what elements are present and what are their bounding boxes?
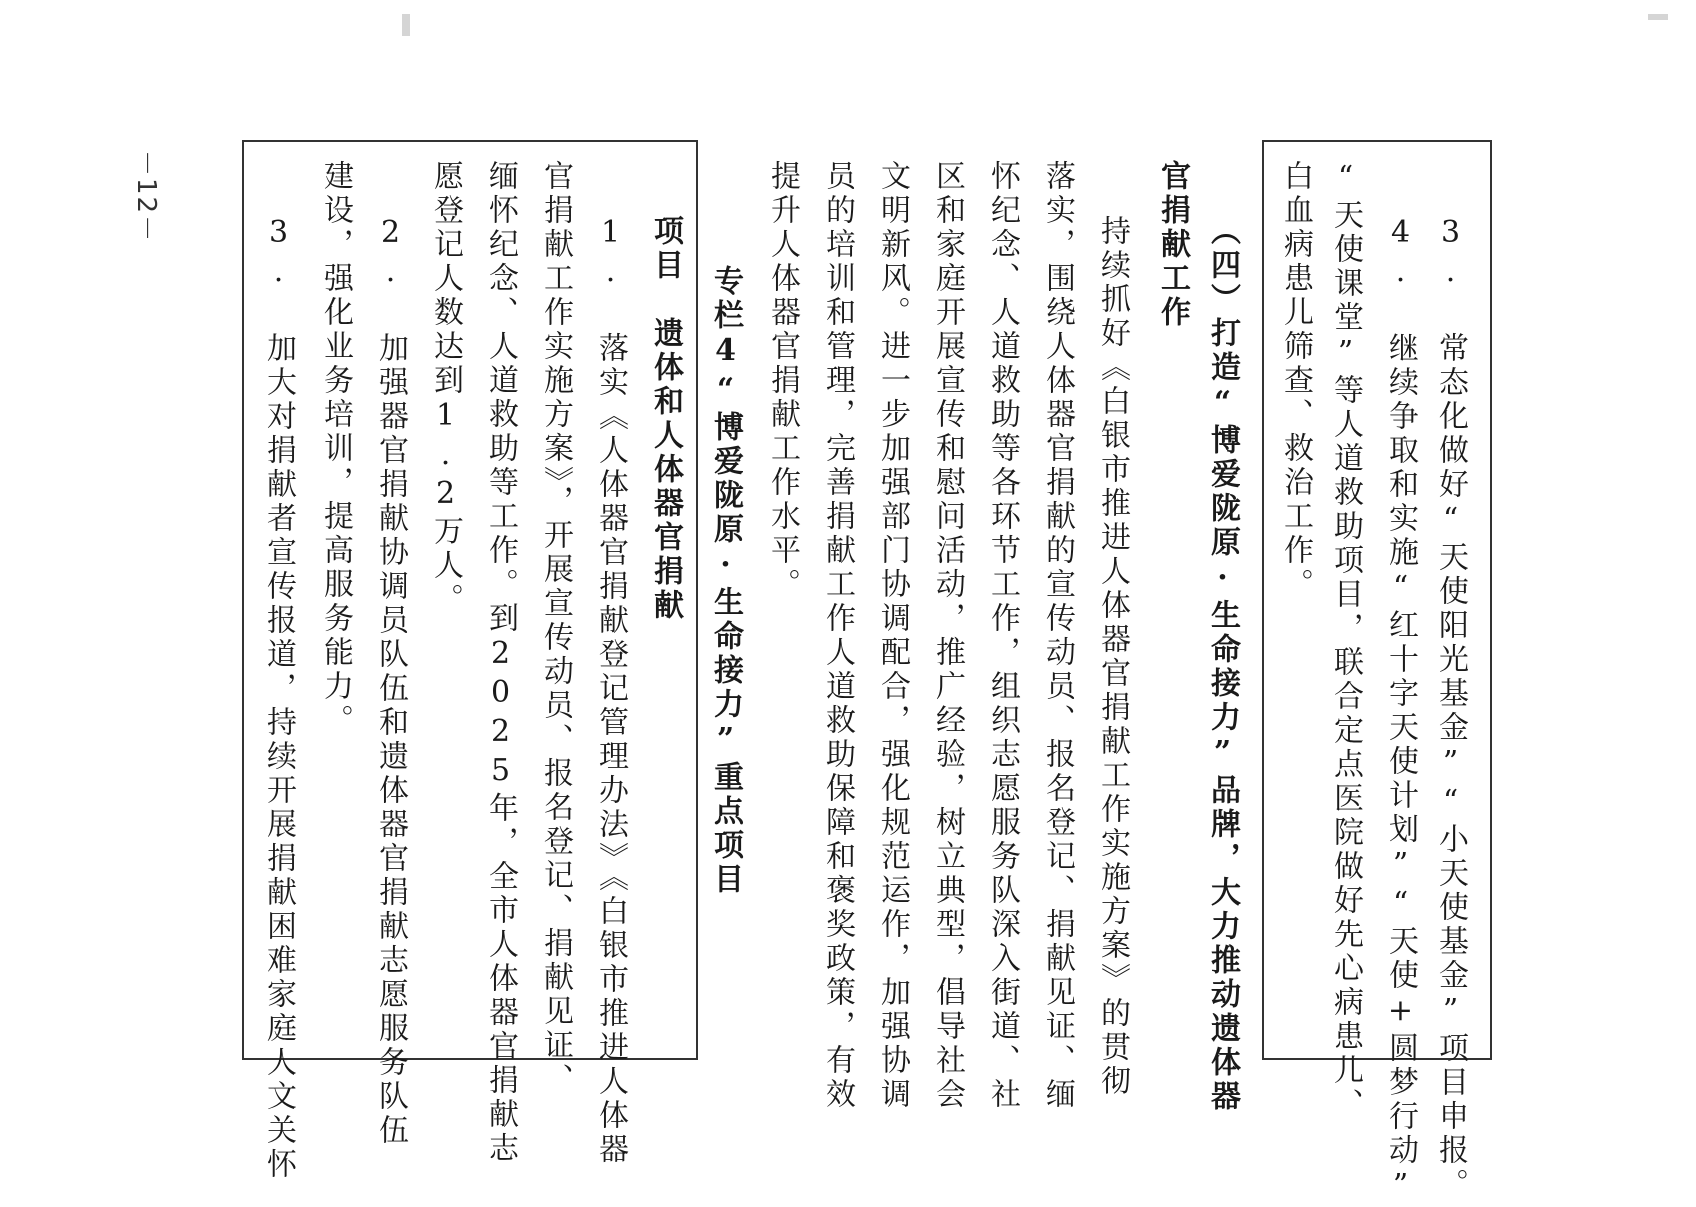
section-body-line-1: 持续抓好《白银市推进人体器官捐献工作实施方案》的贯彻 bbox=[1095, 215, 1130, 1099]
scan-speck bbox=[1648, 14, 1668, 20]
section-body-line-4: 区和家庭开展宣传和慰问活动，推广经验，树立典型，倡导社会 bbox=[930, 160, 965, 1112]
box-top-line-2: 4. 继续争取和实施“红十字天使计划”“天使+圆梦行动” bbox=[1383, 215, 1418, 1207]
box-bottom-line-6: 建设，强化业务培训，提高服务能力。 bbox=[318, 160, 353, 738]
box-top-line-4: 白血病患儿筛查、救治工作。 bbox=[1278, 160, 1313, 602]
section-body-line-2: 落实，围绕人体器官捐献的宣传动员、报名登记、捐献见证、缅 bbox=[1040, 160, 1075, 1112]
column-title: 专栏4“博爱陇原·生命接力”重点项目 bbox=[708, 265, 743, 897]
section-body-line-5: 文明新风。进一步加强部门协调配合，强化规范运作，加强协调 bbox=[875, 160, 910, 1112]
scan-speck bbox=[402, 14, 410, 36]
box-bottom-line-1: 1. 落实《人体器官捐献登记管理办法》《白银市推进人体器 bbox=[593, 215, 628, 1167]
box-top-line-1: 3. 常态化做好“天使阳光基金”“小天使基金”项目申报。 bbox=[1433, 215, 1468, 1202]
page-number: －12－ bbox=[131, 150, 161, 244]
section-body-line-3: 怀纪念、人道救助等各环节工作，组织志愿服务队深入街道、社 bbox=[985, 160, 1020, 1112]
box-top-line-3: “天使课堂”等人道救助项目，联合定点医院做好先心病患儿、 bbox=[1328, 160, 1363, 1122]
section-body-line-6: 员的培训和管理，完善捐献工作人道救助保障和褒奖政策，有效 bbox=[820, 160, 855, 1112]
section-heading-line-1: （四）打造“博爱陇原·生命接力”品牌，大力推动遗体器 bbox=[1205, 215, 1240, 1114]
section-body-line-7: 提升人体器官捐献工作水平。 bbox=[765, 160, 800, 602]
box-bottom-line-7: 3. 加大对捐献者宣传报道，持续开展捐献困难家庭人文关怀 bbox=[261, 215, 296, 1182]
box-bottom-line-4: 愿登记人数达到1.2万人。 bbox=[428, 160, 463, 617]
box-bottom-line-5: 2. 加强器官捐献协调员队伍和遗体器官捐献志愿服务队伍 bbox=[373, 215, 408, 1148]
box-bottom-line-2: 官捐献工作实施方案》，开展宣传动员、报名登记、捐献见证、 bbox=[538, 160, 573, 1097]
section-heading-line-2: 官捐献工作 bbox=[1155, 160, 1190, 330]
box-bottom-line-3: 缅怀纪念、人道救助等工作。到2025年，全市人体器官捐献志 bbox=[483, 160, 518, 1166]
project-title: 项目 遗体和人体器官捐献 bbox=[648, 215, 683, 623]
